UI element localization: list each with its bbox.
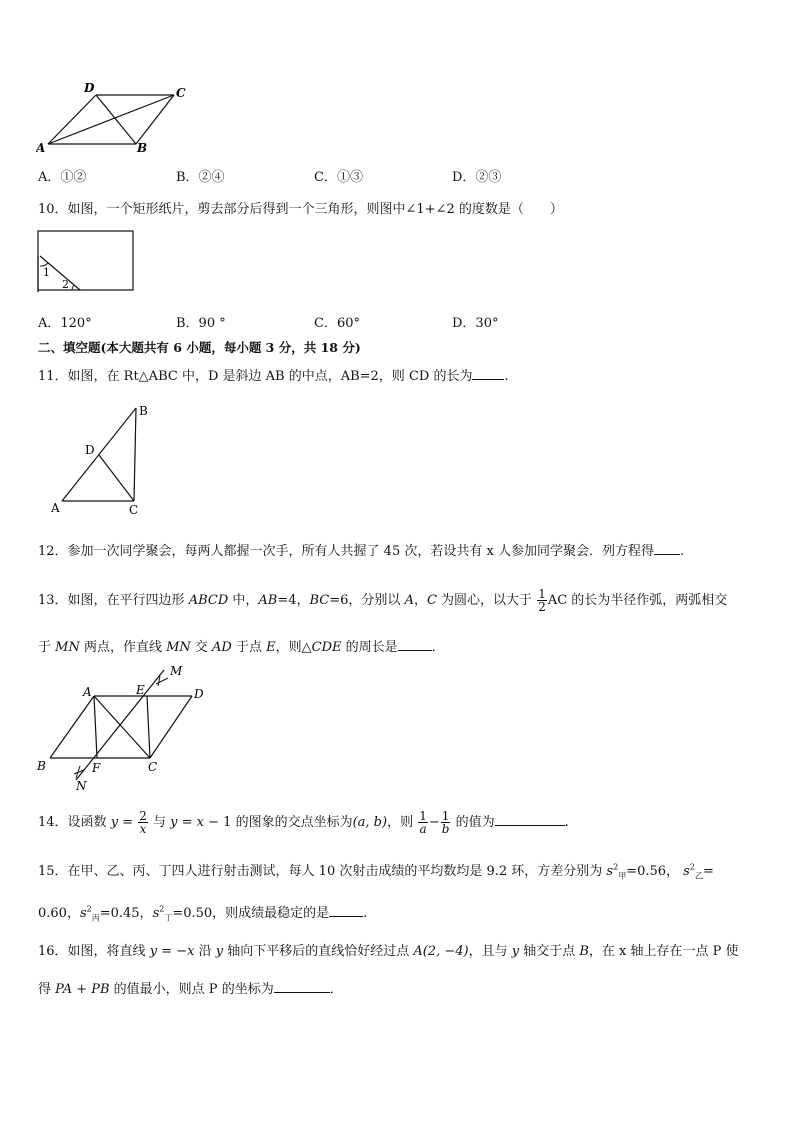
rectangle-figure [36,228,136,294]
q13-mn2: MN [166,640,191,655]
q16-x: x [187,944,195,959]
q14-f3-num: 1 [441,809,450,823]
q9-option-d: D．②③ [452,170,502,185]
q13-label-A: A [83,685,92,699]
q11-answer-blank[interactable] [472,367,504,380]
q15-s-ding: s [152,906,160,921]
q14-f3-den: b [441,822,450,836]
q14-lead: 14．设函数 [38,815,111,830]
q15-v-bing: =0.45， [99,906,153,921]
q14-f1-den: x [139,822,147,836]
q16-l1c: 沿 [194,944,216,959]
q13-tail: ． [431,640,445,655]
q13-label-B: B [37,759,46,773]
q14-fraction-2-over-x [138,810,148,835]
q13-part3: =4， [277,593,310,608]
q15-stem: 15．在甲、乙、丙、丁四人进行射击测试，每人 10 次射击成绩的平均数均是 9.2 环，方差分别为 [38,864,607,879]
q13-label-N: N [76,779,87,793]
q16-y-axis: y [215,944,224,959]
q15-sup-jia: 2 [613,862,619,872]
q16-answer-blank[interactable] [274,980,330,993]
q10-text: 10．如图，一个矩形纸片，剪去部分后得到一个三角形，则图中∠1+∠2 的度数是（ ） [38,202,563,217]
q15-s-jia: s [606,864,614,879]
q13-comma: ， [413,593,427,608]
q15-sup-ding: 2 [159,904,165,914]
q16-pa-pb: PA + PB [55,982,110,997]
q13-label-M: M [170,664,183,678]
q12-text [38,540,684,559]
q10-option-d: D．30° [452,316,499,331]
q14-minus: − [428,815,440,830]
q15-sup-bing: 2 [86,904,92,914]
q11-label-D: D [85,443,95,457]
q16-b: B [579,944,589,959]
q15-tail: . [363,906,368,921]
q13-a: A [404,593,414,608]
q15-sup-yi: 2 [689,862,695,872]
q13-c: C [426,593,437,608]
q13-answer-blank[interactable] [398,638,432,651]
parallelogram-construction-figure [34,660,214,795]
q13-label-F: F [92,761,101,775]
label-D: D [84,82,95,95]
q12-stem: 12．参加一次同学聚会，每两人都握一次手，所有人共握了 45 次，若设共有 x 人参加同学聚会．列方程得 [38,544,654,559]
q14-point: (a, b) [352,815,388,830]
q14-expr2: − 1 [204,815,232,830]
q13-frac-num: 1 [538,587,546,601]
q15-sub-ding: 丁 [164,913,173,923]
q15-v-yi: 0.60， [38,906,80,921]
q15-v-yi-eq: = [702,864,714,879]
q16-point-a: A(2, −4) [413,944,469,959]
q13-bc: BC [309,593,330,608]
q13-part4: =6，分别以 [329,593,405,608]
q16-line-1 [38,940,739,959]
q13-line-2 [38,636,445,655]
q16-l1e: ，且与 [468,944,512,959]
q13-part1: 13．如图，在平行四边形 [38,593,189,608]
q15-sub-yi: 乙 [694,871,703,881]
q15-s-bing: s [79,906,87,921]
label-B: B [137,141,148,154]
q15-sub-bing: 丙 [91,913,100,923]
q14-answer-blank[interactable] [495,813,565,826]
q11-label-A: A [51,501,60,515]
q13-line-1 [38,584,727,618]
q14-mid2: 的图象的交点坐标为 [231,815,353,830]
q14-x: x [196,815,204,830]
q15-answer-blank[interactable] [329,904,363,917]
q14-text [38,806,569,840]
q14-f2-num: 1 [419,809,427,823]
q16-l2a: 得 [38,982,56,997]
section-2-heading: 二、填空题(本大题共有 6 小题，每小题 3 分，共 18 分) [38,340,361,355]
q16-y: y [149,944,158,959]
q12-answer-blank[interactable] [654,542,680,555]
q13-e: E [266,640,276,655]
q16-l1f: 轴交于点 [519,944,580,959]
q16-line-2 [38,978,343,997]
q9-option-c: C．①③ [314,170,363,185]
q14-eq2: = [177,815,197,830]
q13-l2e: ，则△ [275,640,312,655]
q16-l1a: 16．如图，将直线 [38,944,150,959]
q13-cde: CDE [311,640,342,655]
q13-label-E: E [136,683,145,697]
q14-tail: . [564,815,569,830]
q14-mid: 与 [148,815,171,830]
right-triangle-figure [46,398,156,518]
q16-l2b: 的值最小，则点 P 的坐标为 [109,982,274,997]
q14-fraction-1-over-b [441,810,451,835]
q15-s-yi: s [683,864,690,879]
q13-l2f: 的周长是 [341,640,398,655]
q15-line-1 [38,860,714,882]
q16-y-axis2: y [511,944,520,959]
q13-l2a: 于 [38,640,56,655]
q10-option-b: B．90 ° [176,316,226,331]
q9-option-b: B．②④ [176,170,225,185]
q13-label-D: D [194,687,204,701]
q15-line-2 [38,902,367,924]
q13-part6: AC 的长为半径作弧，两弧相交 [547,593,728,608]
q10-option-a: A．120° [38,316,92,331]
q13-mn: MN [55,640,80,655]
q16-l1b: = − [157,944,188,959]
q16-l1g: ，在 x 轴上存在一点 P 使 [588,944,739,959]
q14-fraction-1-over-a [418,810,428,835]
q11-stem: 11．如图，在 Rt△ABC 中，D 是斜边 AB 的中点，AB=2，则 CD 的长为 [38,369,473,384]
q12-tail: . [679,544,685,559]
q13-ad: AD [212,640,232,655]
q13-fraction-half [537,588,547,613]
q13-abcd: ABCD [188,593,229,608]
q13-l2b: 两点，作直线 [79,640,167,655]
q13-frac-den: 2 [538,600,546,614]
q11-text [38,365,509,384]
q14-mid3: ，则 [387,815,418,830]
q15-v-ding: =0.50，则成绩最稳定的是 [172,906,330,921]
q11-label-B: B [139,404,148,418]
q14-end: 的值为 [451,815,495,830]
angle-2-label: 2 [62,278,69,291]
q13-l2c: 交 [190,640,213,655]
q13-l2d: 于点 [231,640,267,655]
q10-option-c: C．60° [314,316,360,331]
parallelogram-figure [36,82,196,154]
q13-ab: AB [258,593,278,608]
angle-1-label: 1 [43,266,50,279]
q14-y2: y [170,815,178,830]
q14-f1-num: 2 [139,809,147,823]
q13-part2: 中， [228,593,259,608]
q14-eq1: = [118,815,138,830]
q16-tail: ． [329,982,343,997]
label-A: A [36,141,46,154]
q15-v-jia: =0.56， [626,864,680,879]
q11-tail: . [504,369,509,384]
q11-label-C: C [129,503,139,517]
q9-option-a: A．①② [38,170,87,185]
q13-label-C: C [148,760,158,774]
q14-f2-den: a [419,822,427,836]
q16-l1d: 轴向下平移后的直线恰好经过点 [223,944,414,959]
q13-part5: 为圆心，以大于 [436,593,537,608]
q14-y1: y [110,815,119,830]
q15-sub-jia: 甲 [618,871,627,881]
label-C: C [176,86,186,100]
